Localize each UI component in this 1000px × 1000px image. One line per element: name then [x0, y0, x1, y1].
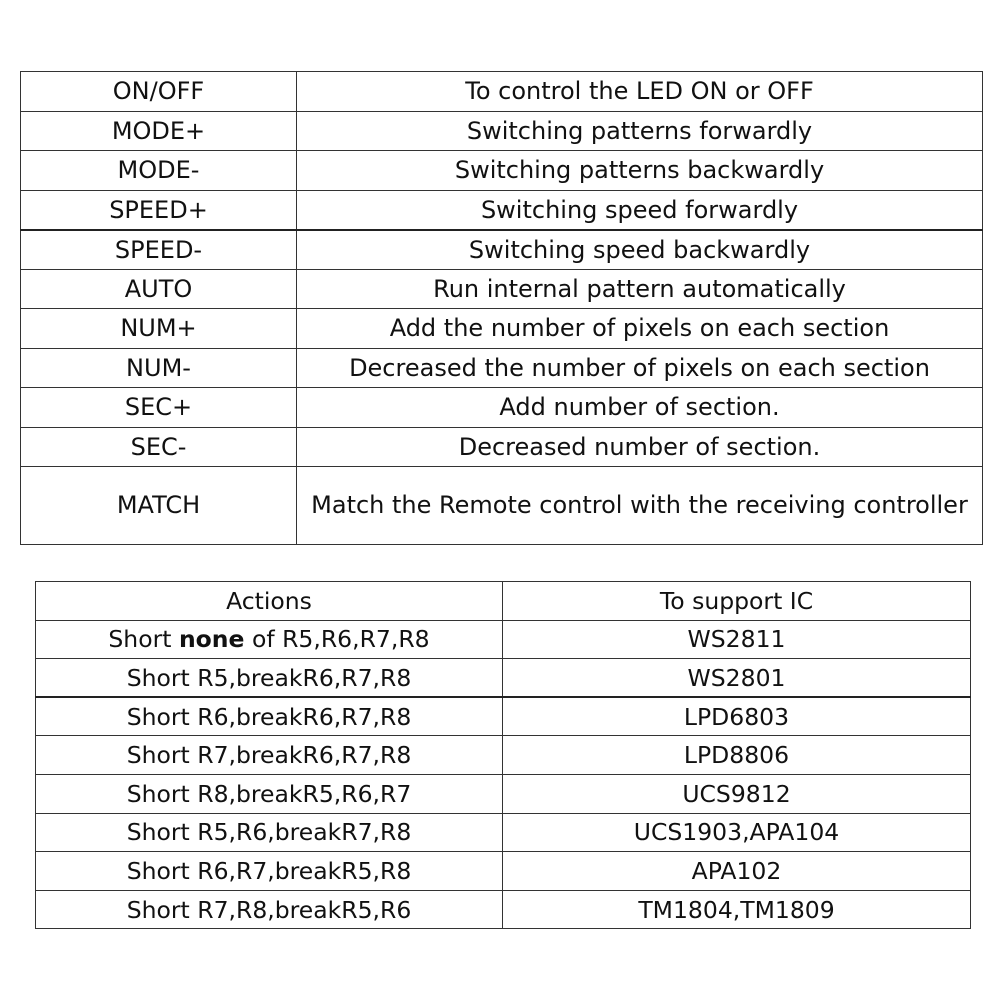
table-row — [36, 813, 971, 852]
table-row — [21, 111, 983, 151]
table-row — [21, 230, 983, 270]
action-cell: Short R8,breakR5,R6,R7 — [36, 774, 503, 813]
description-cell: Switching patterns backwardly — [297, 151, 983, 191]
table-header-row — [36, 582, 971, 621]
key-cell: NUM+ — [21, 309, 297, 349]
ic-support-table — [35, 581, 971, 929]
action-cell: Short R7,R8,breakR5,R6 — [36, 890, 503, 929]
table-row — [21, 151, 983, 191]
remote-function-table — [20, 71, 983, 545]
action-bold-word: none — [178, 625, 245, 654]
table-row — [21, 309, 983, 349]
key-cell: SPEED+ — [21, 190, 297, 230]
action-cell: Short R6,breakR6,R7,R8 — [36, 697, 503, 736]
table-row — [21, 388, 983, 428]
table-row — [21, 190, 983, 230]
action-cell: Short R7,breakR6,R7,R8 — [36, 736, 503, 775]
action-cell: Short R5,R6,breakR7,R8 — [36, 813, 503, 852]
description-cell: To control the LED ON or OFF — [297, 72, 983, 112]
table-row — [36, 774, 971, 813]
ic-cell: APA102 — [503, 852, 971, 891]
action-cell — [36, 620, 503, 659]
ic-cell: LPD8806 — [503, 736, 971, 775]
table-row — [21, 348, 983, 388]
ic-cell: UCS1903,APA104 — [503, 813, 971, 852]
description-cell: Decreased number of section. — [297, 427, 983, 467]
description-cell: Add the number of pixels on each section — [297, 309, 983, 349]
table-row — [36, 890, 971, 929]
ic-cell: LPD6803 — [503, 697, 971, 736]
table-row — [36, 620, 971, 659]
ic-cell: WS2801 — [503, 659, 971, 698]
table-row — [36, 852, 971, 891]
description-cell: Match the Remote control with the receiving controller — [297, 467, 983, 545]
table-row — [21, 427, 983, 467]
key-cell: SEC+ — [21, 388, 297, 428]
description-cell: Run internal pattern automatically — [297, 269, 983, 309]
description-cell: Decreased the number of pixels on each section — [297, 348, 983, 388]
key-cell: MODE- — [21, 151, 297, 191]
table-row — [36, 736, 971, 775]
key-cell: MODE+ — [21, 111, 297, 151]
description-cell: Switching patterns forwardly — [297, 111, 983, 151]
ic-header: To support IC — [503, 582, 971, 621]
ic-cell: WS2811 — [503, 620, 971, 659]
action-cell: Short R5,breakR6,R7,R8 — [36, 659, 503, 698]
key-cell: NUM- — [21, 348, 297, 388]
description-cell: Switching speed forwardly — [297, 190, 983, 230]
table-row — [21, 269, 983, 309]
table-row — [21, 467, 983, 545]
action-cell: Short R6,R7,breakR5,R8 — [36, 852, 503, 891]
description-cell: Add number of section. — [297, 388, 983, 428]
key-cell: AUTO — [21, 269, 297, 309]
key-cell: SEC- — [21, 427, 297, 467]
description-cell: Switching speed backwardly — [297, 230, 983, 270]
key-cell: SPEED- — [21, 230, 297, 270]
actions-header: Actions — [36, 582, 503, 621]
table-row — [21, 72, 983, 112]
ic-cell: UCS9812 — [503, 774, 971, 813]
key-cell: MATCH — [21, 467, 297, 545]
key-cell: ON/OFF — [21, 72, 297, 112]
action-prefix: Short — [108, 625, 179, 654]
table-row — [36, 697, 971, 736]
ic-cell: TM1804,TM1809 — [503, 890, 971, 929]
table-row — [36, 659, 971, 698]
action-suffix: of R5,R6,R7,R8 — [244, 625, 430, 654]
